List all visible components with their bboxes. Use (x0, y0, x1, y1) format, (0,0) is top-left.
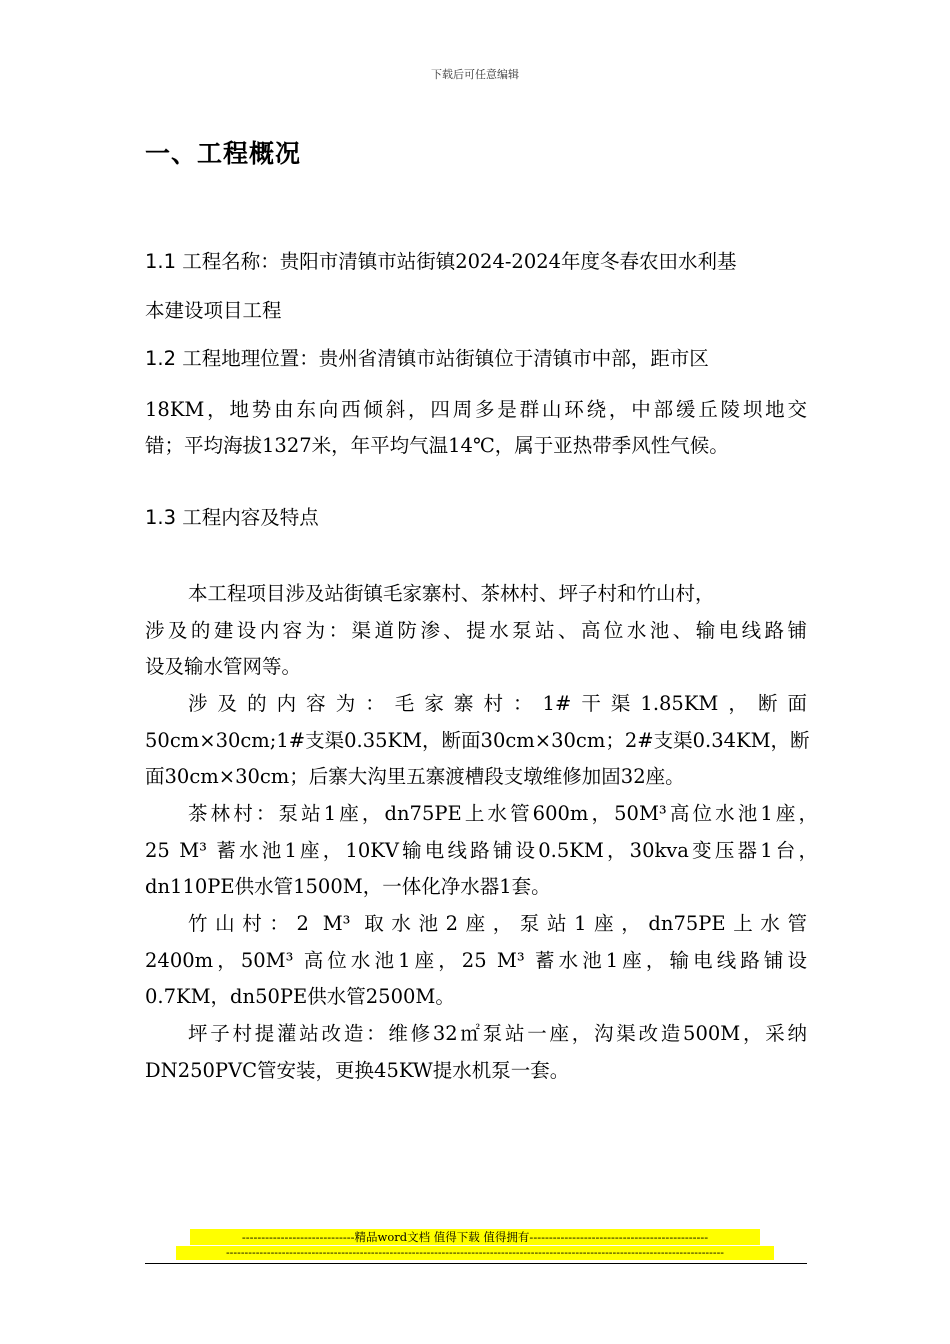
page-title: 一、工程概况 (145, 139, 302, 168)
section-1-1-line1 (145, 250, 807, 274)
para-3-line2: 25 M³ 蓄水池1座，10KV输电线路铺设0.5KM，30kva变压器1台， (145, 839, 818, 862)
para-4-line1: 竹山村：2 M³ 取水池2座，泵站1座，dn75PE上水管 (188, 912, 807, 935)
para-2-line1: 涉及的内容为：毛家寨村：1#干渠1.85KM，断面 (188, 692, 807, 715)
para-1-line2: 涉及的建设内容为：渠道防渗、提水泵站、高位水池、输电线路铺 (145, 619, 807, 642)
section-1-2-text: 贵州省清镇市站街镇位于清镇市中部，距市区 (318, 347, 709, 370)
footer-banner-line1: -----------------------------精品word文档 值得下载 值得拥有---------------------------------------------- (190, 1229, 760, 1245)
footer-rule (145, 1263, 807, 1264)
para-5-line1: 坪子村提灌站改造：维修32㎡泵站一座，沟渠改造500M，采纳 (188, 1022, 807, 1045)
para-1-line3: 设及输水管网等。 (145, 655, 302, 678)
footer-banner-line2: -------------------------------------------------------------------------------------------------------------------------------------- (176, 1246, 774, 1260)
section-1-3-heading: 1.3 工程内容及特点 (145, 506, 319, 529)
header-note: 下载后可任意编辑 (431, 68, 519, 81)
para-5-line2: DN250PVC管安装，更换45KW提水机泵一套。 (145, 1059, 570, 1082)
section-1-2-line1 (145, 347, 807, 371)
para-2-line2: 50cm×30cm;1#支渠0.35KM，断面30cm×30cm；2#支渠0.34KM，断 (145, 729, 810, 752)
para-1-line1: 本工程项目涉及站街镇毛家寨村、茶林村、坪子村和竹山村， (188, 582, 715, 605)
para-4-line3: 0.7KM，dn50PE供水管2500M。 (145, 985, 455, 1008)
para-4-line2: 2400m，50M³ 高位水池1座，25 M³ 蓄水池1座，输电线路铺设 (145, 949, 807, 972)
section-1-2-line3: 错；平均海拔1327米，年平均气温14℃，属于亚热带季风性气候。 (145, 434, 729, 457)
section-1-2-label: 1.2 工程地理位置： (145, 347, 319, 370)
para-3-line1: 茶林村：泵站1座，dn75PE上水管600m，50M³高位水池1座， (188, 802, 818, 825)
para-2-line3: 面30cm×30cm；后寨大沟里五寨渡槽段支墩维修加固32座。 (145, 765, 685, 788)
section-1-1-label: 1.1 工程名称： (145, 250, 280, 273)
section-1-1-text: 贵阳市清镇市站街镇2024-2024年度冬春农田水利基 (279, 250, 737, 273)
para-3-line3: dn110PE供水管1500M，一体化净水器1套。 (145, 875, 551, 898)
section-1-1-line2: 本建设项目工程 (145, 299, 282, 322)
section-1-2-line2: 18KM，地势由东向西倾斜，四周多是群山环绕，中部缓丘陵坝地交 (145, 398, 807, 421)
